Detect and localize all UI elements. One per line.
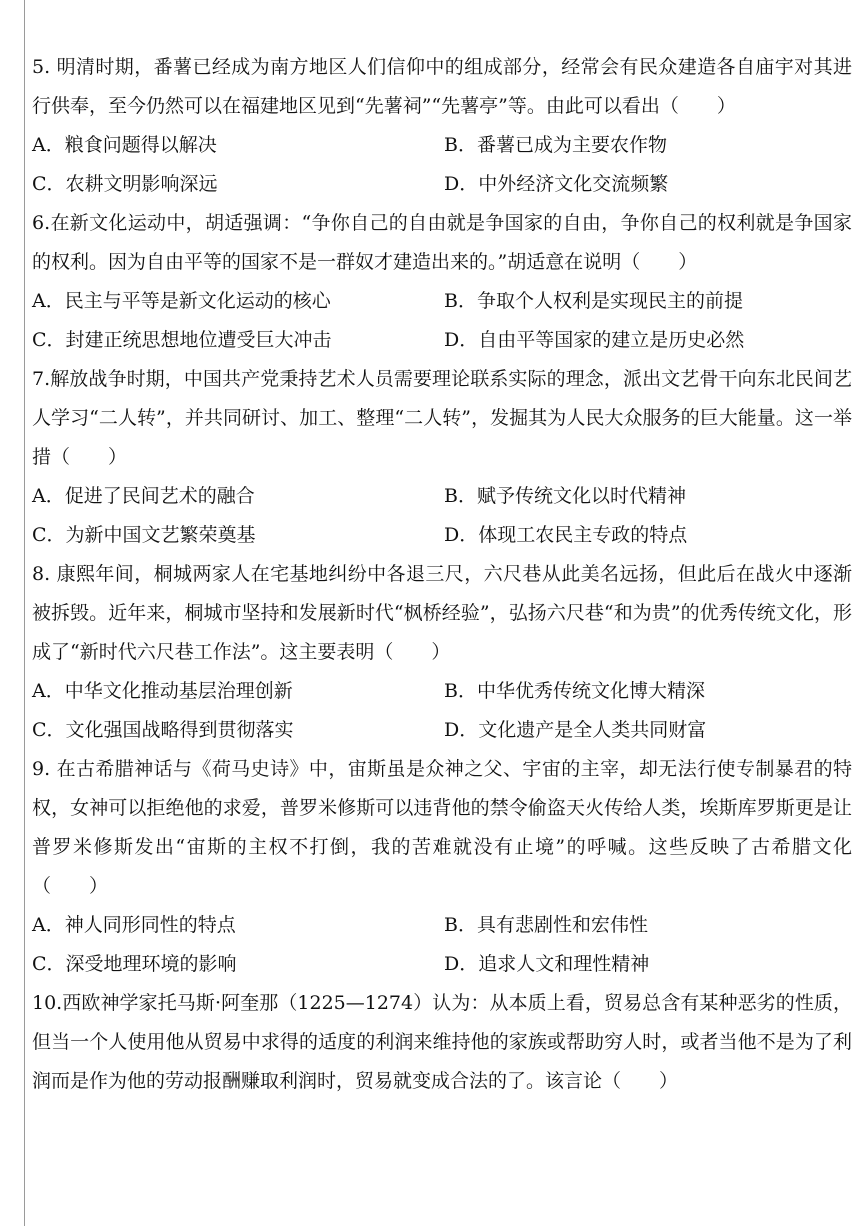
question-5 <box>32 48 852 204</box>
answer-options <box>32 477 852 555</box>
answer-options <box>32 672 852 750</box>
question-stem: 7.解放战争时期，中国共产党秉持艺术人员需要理论联系实际的理念，派出文艺骨干向东北民间艺人学习“二人转”，并共同研讨、加工、整理“二人转”，发掘其为人民大众服务的巨大能量。这一举措（ ） <box>32 368 852 468</box>
option-b: B．争取个人权利是实现民主的前提 <box>444 290 743 312</box>
question-6 <box>32 204 852 360</box>
question-list <box>32 48 852 1101</box>
option-d: D．文化遗产是全人类共同财富 <box>444 719 707 741</box>
question-9 <box>32 750 852 984</box>
option-c: C．深受地理环境的影响 <box>32 953 237 975</box>
option-d: D．体现工农民主专政的特点 <box>444 524 688 546</box>
option-a: A．神人同形同性的特点 <box>32 914 236 936</box>
option-d: D．自由平等国家的建立是历史必然 <box>444 329 745 351</box>
question-stem: 6.在新文化运动中，胡适强调：“争你自己的自由就是争国家的自由，争你自己的权利就是争国家的权利。因为自由平等的国家不是一群奴才建造出来的。”胡适意在说明（ ） <box>32 212 852 273</box>
option-b: B．赋予传统文化以时代精神 <box>444 485 686 507</box>
option-b: B．具有悲剧性和宏伟性 <box>444 914 648 936</box>
option-c: C．文化强国战略得到贯彻落实 <box>32 719 294 741</box>
option-d: D．追求人文和理性精神 <box>444 953 650 975</box>
option-c: C．封建正统思想地位遭受巨大冲击 <box>32 329 332 351</box>
margin-rule <box>24 0 25 1226</box>
option-a: A．促进了民间艺术的融合 <box>32 485 255 507</box>
question-8 <box>32 555 852 750</box>
question-10 <box>32 984 852 1101</box>
question-stem: 10.西欧神学家托马斯·阿奎那（1225—1274）认为：从本质上看，贸易总含有某种恶劣的性质，但当一个人使用他从贸易中求得的适度的利润来维持他的家族或帮助穷人时，或者当他不是为了利润而是作为他的劳动报酬赚取利润时，贸易就变成合法的了。该言论（ ） <box>32 992 852 1092</box>
answer-options <box>32 282 852 360</box>
question-stem: 5. 明清时期，番薯已经成为南方地区人们信仰中的组成部分，经常会有民众建造各自庙宇对其进行供奉，至今仍然可以在福建地区见到“先薯祠”“先薯亭”等。由此可以看出（ ） <box>32 56 852 117</box>
option-d: D．中外经济文化交流频繁 <box>444 173 669 195</box>
option-a: A．中华文化推动基层治理创新 <box>32 680 293 702</box>
question-stem: 9. 在古希腊神话与《荷马史诗》中，宙斯虽是众神之父、宇宙的主宰，却无法行使专制暴君的特权，女神可以拒绝他的求爱，普罗米修斯可以违背他的禁令偷盗天火传给人类，埃斯库罗斯更是让普罗米修斯发出“宙斯的主权不打倒，我的苦难就没有止境”的呼喊。这些反映了古希腊文化（ ） <box>32 758 852 897</box>
option-a: A．粮食问题得以解决 <box>32 134 217 156</box>
question-7 <box>32 360 852 555</box>
option-a: A．民主与平等是新文化运动的核心 <box>32 290 331 312</box>
option-c: C．农耕文明影响深远 <box>32 173 218 195</box>
option-b: B．番薯已成为主要农作物 <box>444 134 667 156</box>
option-c: C．为新中国文艺繁荣奠基 <box>32 524 256 546</box>
answer-options <box>32 126 852 204</box>
question-stem: 8. 康熙年间，桐城两家人在宅基地纠纷中各退三尺，六尺巷从此美名远扬，但此后在战火中逐渐被拆毁。近年来，桐城市坚持和发展新时代“枫桥经验”，弘扬六尺巷“和为贵”的优秀传统文化，形成了“新时代六尺巷工作法”。这主要表明（ ） <box>32 563 852 663</box>
option-b: B．中华优秀传统文化博大精深 <box>444 680 705 702</box>
answer-options <box>32 906 852 984</box>
